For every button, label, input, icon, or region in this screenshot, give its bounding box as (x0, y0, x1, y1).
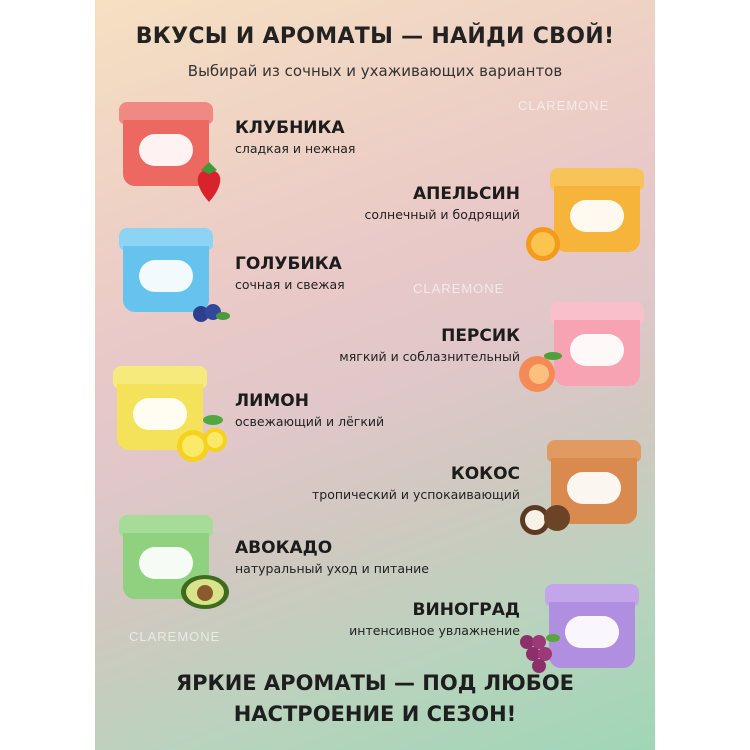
flavor-description: сладкая и нежная (235, 141, 356, 156)
flavor-blueberry (235, 254, 345, 292)
flavor-description: мягкий и соблазнительный (339, 349, 520, 364)
strawberry-icon (191, 160, 227, 204)
flavor-description: натуральный уход и питание (235, 561, 429, 576)
peach-icon (513, 346, 565, 396)
flavor-name: КОКОС (450, 464, 520, 484)
flavor-name: АПЕЛЬСИН (412, 184, 520, 204)
poster-title: ВКУСЫ И АРОМАТЫ — НАЙДИ СВОЙ! (135, 24, 615, 49)
flavor-description: тропический и успокаивающий (312, 487, 520, 502)
flavor-avocado (235, 538, 429, 576)
flavor-coconut (300, 464, 520, 502)
watermark: CLAREMONE (518, 98, 610, 113)
flavor-lemon (235, 391, 384, 429)
coconut-icon (519, 494, 571, 540)
watermark: CLAREMONE (413, 281, 505, 296)
poster-footer (95, 668, 655, 730)
flavor-description: солнечный и бодрящий (364, 207, 520, 222)
watermark: CLAREMONE (129, 629, 221, 644)
flavor-peach (300, 326, 520, 364)
avocado-icon (179, 572, 233, 612)
flavor-description: сочная и свежая (235, 277, 345, 292)
orange-icon (521, 222, 567, 262)
footer-line: НАСТРОЕНИЕ И СЕЗОН! (233, 702, 517, 726)
blueberry-icon (189, 298, 231, 326)
flavor-name: ВИНОГРАД (412, 600, 520, 620)
poster-subtitle: Выбирай из сочных и ухаживающих вариантов (187, 62, 563, 80)
footer-line: ЯРКИЕ АРОМАТЫ — ПОД ЛЮБОЕ (175, 671, 575, 695)
flavor-name: ГОЛУБИКА (235, 254, 342, 274)
flavor-name: ПЕРСИК (441, 326, 520, 346)
flavor-description: интенсивное увлажнение (349, 623, 520, 638)
flavor-description: освежающий и лёгкий (235, 414, 385, 429)
lemon-icon (173, 408, 229, 466)
flavor-name: ЛИМОН (235, 391, 309, 411)
flavor-orange (300, 184, 520, 222)
flavor-strawberry (235, 118, 355, 156)
flavor-name: АВОКАДО (235, 538, 333, 558)
poster (95, 0, 655, 750)
flavor-grape (300, 600, 520, 638)
flavor-name: КЛУБНИКА (235, 118, 345, 138)
